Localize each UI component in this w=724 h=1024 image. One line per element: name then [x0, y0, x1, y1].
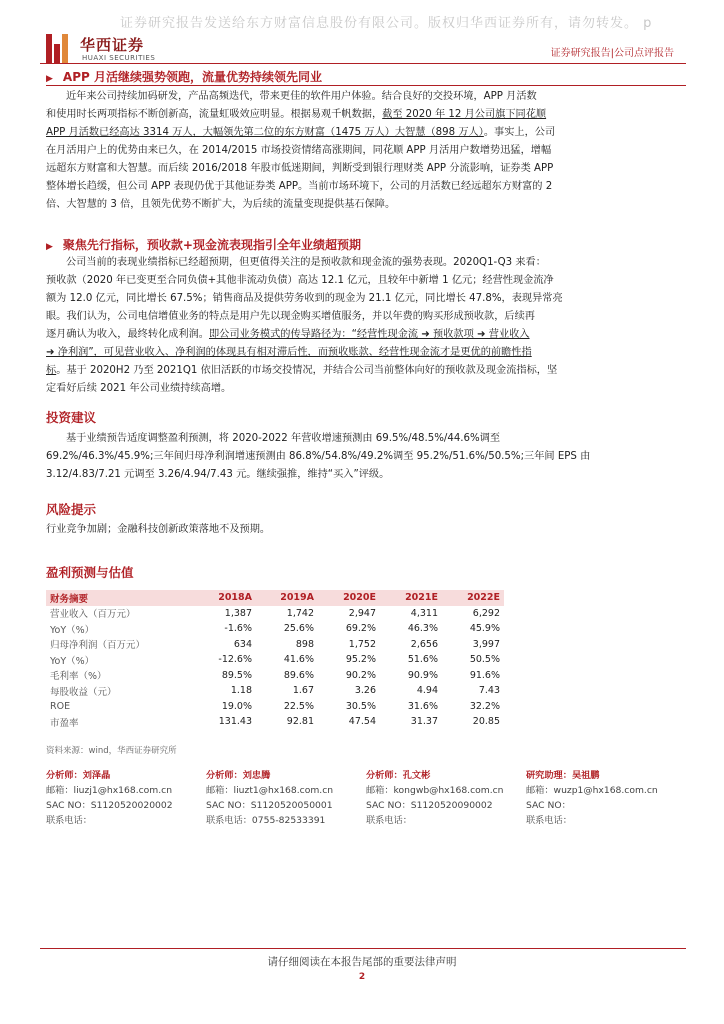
table-cell: 31.6% [407, 700, 438, 712]
row-label: YoY（%） [50, 655, 95, 667]
table-cell: 2,656 [410, 638, 438, 650]
table-row [46, 699, 504, 715]
forecast-table [46, 590, 504, 730]
logo-english: HUAXI SECURITIES [82, 54, 156, 62]
analyst-phone: 联系电话：0755-82533391 [206, 815, 326, 826]
section2-title: ▶ 聚焦先行指标，预收款+现金流表现指引全年业绩超预期 [46, 238, 361, 252]
row-label: 归母净利润（百万元） [50, 640, 146, 652]
risk-title: 风险提示 [46, 502, 97, 517]
legal-notice: 请仔细阅读在本报告尾部的重要法律声明 [267, 956, 457, 968]
table-cell: 1.18 [230, 685, 252, 697]
table-cell: 69.2% [345, 623, 376, 635]
table-cell: 31.37 [410, 716, 438, 728]
analyst-sac: SAC NO：S1120520050001 [206, 800, 333, 811]
table-cell: 90.2% [345, 669, 376, 681]
table-row [46, 621, 504, 637]
row-label: 每股收益（元） [50, 686, 117, 698]
table-cell: 4.94 [416, 685, 438, 697]
row-label: 营业收入（百万元） [50, 609, 136, 621]
section1-title: ▶ APP 月活继续强势领跑，流量优势持续领先同业 [46, 70, 322, 84]
analyst-sac: SAC NO：S1120520090002 [366, 800, 493, 811]
analyst-email: 邮箱：wuzp1@hx168.com.cn [526, 785, 658, 796]
table-cell: 32.2% [469, 700, 500, 712]
analyst-sac: SAC NO： [526, 800, 571, 811]
table-cell: -12.6% [218, 654, 252, 666]
table-cell: 20.85 [472, 716, 500, 728]
table-row [46, 714, 504, 730]
table-cell: 22.5% [283, 700, 314, 712]
report-type-label: 证券研究报告|公司点评报告 [550, 48, 674, 59]
analyst-card [526, 768, 686, 828]
row-label: 毛利率（%） [50, 671, 107, 683]
analyst-name: 分析师：孔文彬 [366, 770, 431, 781]
table-row [46, 652, 504, 668]
table-cell: 30.5% [345, 700, 376, 712]
analyst-card [46, 768, 206, 828]
triangle-bullet-icon: ▶ [46, 242, 53, 252]
table-cell: 89.6% [283, 669, 314, 681]
table-cell: 47.54 [348, 716, 376, 728]
table-header-cell: 财务摘要 [46, 590, 194, 606]
table-cell: 634 [233, 638, 252, 650]
analyst-sac: SAC NO：S1120520020002 [46, 800, 173, 811]
invest-title: 投资建议 [46, 410, 97, 425]
table-cell: 91.6% [469, 669, 500, 681]
table-header-cell: 2022E [442, 590, 504, 606]
table-header-cell: 2018A [194, 590, 256, 606]
risk-body: 行业竞争加剧；金融科技创新政策落地不及预期。 [46, 524, 271, 535]
table-cell: 2,947 [348, 607, 376, 619]
row-label: YoY（%） [50, 624, 95, 636]
watermark-text: 证券研究报告发送给东方财富信息股份有限公司。版权归华西证券所有，请勿转发。 p [120, 16, 653, 31]
table-cell: 92.81 [286, 716, 314, 728]
huaxi-logo-icon [46, 34, 68, 64]
triangle-bullet-icon: ▶ [46, 74, 53, 84]
table-cell: 1.67 [292, 685, 314, 697]
table-cell: 25.6% [283, 623, 314, 635]
section1-body: 近年来公司持续加码研发，产品高频迭代，带来更佳的软件用户体验。结合良好的交投环境，APP 月活数 和使用时长两项指标不断创新高，流量虹吸效应明显。根据易观千帆数据，截至 2020 年 12 月公司旗下同花顺 APP 月活数已经高达 3314 万人，大幅领先第二位的东方财富（1475 万人）大智慧（898 万人）。事实上，公司 在月活用户上的优势由来已久，在 2014/2015 市场投资情绪高涨期间，同花顺 APP 月活用户数增势迅猛，增幅 远超东方财富和大智慧。而后续 2016/2018 年股市低迷期间，判断受到银行理财类 APP 分流影响，证券类 APP 整体增长趋缓，但公司 APP 表现仍优于其他证券类 APP。当前市场环境下，公司的月活数已经远超东方财富的 2 倍、大智慧的 3 倍，且领先优势不断扩大，为后续的流量变现提供基石保障。 [46, 91, 556, 210]
row-label: ROE [50, 700, 71, 712]
analyst-phone: 联系电话： [46, 815, 92, 826]
analyst-name: 分析师：刘泽晶 [46, 770, 111, 781]
section2-body: 公司当前的表现业绩指标已经超预期，但更值得关注的是预收款和现金流的强势表现。2020Q1-Q3 来看： 预收款（2020 年已变更至合同负债+其他非流动负债）高达 12.1 亿元，且较年中新增 1 亿元；经营性现金流净 额为 12.0 亿元，同比增长 67.5%；销售商品及提供劳务收到的现金为 21.1 亿元，同比增长 47.8%，表现异常亮 眼。我们认为，公司电信增值业务的特点是用户先以现金购买增值服务，并以年费的购买形成预收款，后续再 逐月确认为收入，最终转化成利润。即公司业务模式的传导路径为：“经营性现金流 ➜ 预收款项 ➜ 营业收入 ➜ 净利润”，可见营业收入、净利润的体现具有相对滞后性，而预收账款、经营性现金流才是更优的前瞻性指 标。基于 2020H2 乃至 2021Q1 依旧活跃的市场交投情况，并结合公司当前整体向好的预收款及现金流指标，坚 定看好后续 2021 年公司业绩持续高增。 [46, 257, 563, 394]
table-cell: 19.0% [221, 700, 252, 712]
analyst-name: 研究助理：吴祖鹏 [526, 770, 600, 781]
table-header-row [46, 590, 504, 606]
forecast-title: 盈利预测与估值 [46, 565, 134, 580]
table-cell: 1,742 [286, 607, 314, 619]
table-row [46, 668, 504, 684]
analyst-name: 分析师：刘忠腾 [206, 770, 271, 781]
table-cell: 4,311 [410, 607, 438, 619]
table-cell: 51.6% [407, 654, 438, 666]
table-cell: 46.3% [407, 623, 438, 635]
table-cell: 50.5% [469, 654, 500, 666]
table-cell: 95.2% [345, 654, 376, 666]
table-row [46, 637, 504, 653]
analyst-phone: 联系电话： [366, 815, 412, 826]
section1-underline [46, 85, 686, 86]
table-cell: 1,387 [224, 607, 252, 619]
table-source: 资料来源：wind，华西证券研究所 [46, 746, 177, 756]
footer-divider [40, 948, 686, 949]
table-cell: 6,292 [472, 607, 500, 619]
table-cell: 131.43 [218, 716, 252, 728]
table-cell: 1,752 [348, 638, 376, 650]
table-header-cell: 2020E [318, 590, 380, 606]
analyst-email: 邮箱：kongwb@hx168.com.cn [366, 785, 504, 796]
analyst-email: 邮箱：liuzj1@hx168.com.cn [46, 785, 173, 796]
invest-body: 基于业绩预告适度调整盈利预测，将 2020-2022 年营收增速预测由 69.5%/48.5%/44.6%调至 69.2%/46.3%/45.9%;三年间归母净利润增速预测由 86.8%/54.8%/49.2%调至 95.2%/51.6%/50.5%;三年间 EPS 由 3.12/4.83/7.21 元调至 3.26/4.94/7.43 元。继续强推，维持“买入”评级。 [46, 433, 591, 480]
analyst-email: 邮箱：liuzt1@hx168.com.cn [206, 785, 334, 796]
table-cell: 898 [295, 638, 314, 650]
table-header-cell: 2021E [380, 590, 442, 606]
analyst-card [206, 768, 366, 828]
table-cell: 7.43 [478, 685, 500, 697]
table-cell: 3.26 [354, 685, 376, 697]
table-cell: 3,997 [472, 638, 500, 650]
logo-chinese: 华西证券 [80, 36, 145, 54]
analyst-card [366, 768, 526, 828]
analyst-phone: 联系电话： [526, 815, 572, 826]
table-header-cell: 2019A [256, 590, 318, 606]
table-cell: 45.9% [469, 623, 500, 635]
row-label: 市盈率 [50, 717, 79, 729]
table-cell: -1.6% [224, 623, 252, 635]
table-row [46, 606, 504, 622]
table-cell: 90.9% [407, 669, 438, 681]
table-cell: 41.6% [283, 654, 314, 666]
page-number: 2 [358, 972, 366, 982]
table-row [46, 683, 504, 699]
header-divider [40, 63, 686, 64]
table-cell: 89.5% [221, 669, 252, 681]
